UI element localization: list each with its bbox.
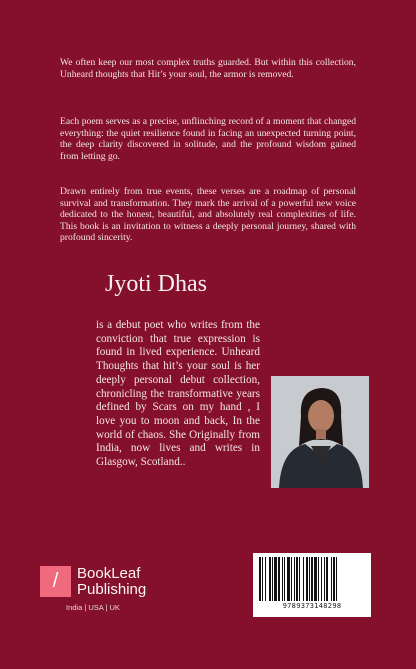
isbn-barcode [253,553,371,617]
publisher-name-line2: Publishing [77,581,147,598]
author-name: Jyoti Dhas [105,271,207,297]
blurb-paragraph-1: We often keep our most complex truths guarded. But within this collection, Unheard thoughts that Hit’s your soul, the armor is removed. [60,57,356,80]
blurb-paragraph-3: Drawn entirely from true events, these verses are a roadmap of personal survival and transformation. They mark the arrival of a powerful new voice dedicated to the honest, beautiful, and absolutely real complexities of life. This book is an invitation to witness a deeply personal journey, shared with profound sincerity. [60,186,356,244]
author-portrait-icon [271,376,369,488]
publisher-logo [40,566,180,614]
isbn-number: 9789373148298 [282,602,342,610]
author-bio: is a debut poet who writes from the conviction that true expression is found in lived experience. Unheard Thoughts that hit’s your soul is her deeply personal debut collection, chronicling the transformative years defined by Scars on my hand , I love you to moon and back, In the world of chaos. She Originally from India, now lives and writes in Glasgow, Scotland.. [96,319,260,469]
publisher-regions: India | USA | UK [66,603,120,612]
publisher-name-line1: BookLeaf [77,565,141,582]
barcode-icon [258,557,366,601]
blurb-paragraph-2: Each poem serves as a precise, unflinching record of a moment that changed everything: the quiet resilience found in facing an unexpected turning point, the deep clarity discovered in solitude, and the profound wisdom gained from letting go. [60,116,356,162]
publisher-mark-icon: / [40,566,71,597]
author-photo [271,376,369,488]
